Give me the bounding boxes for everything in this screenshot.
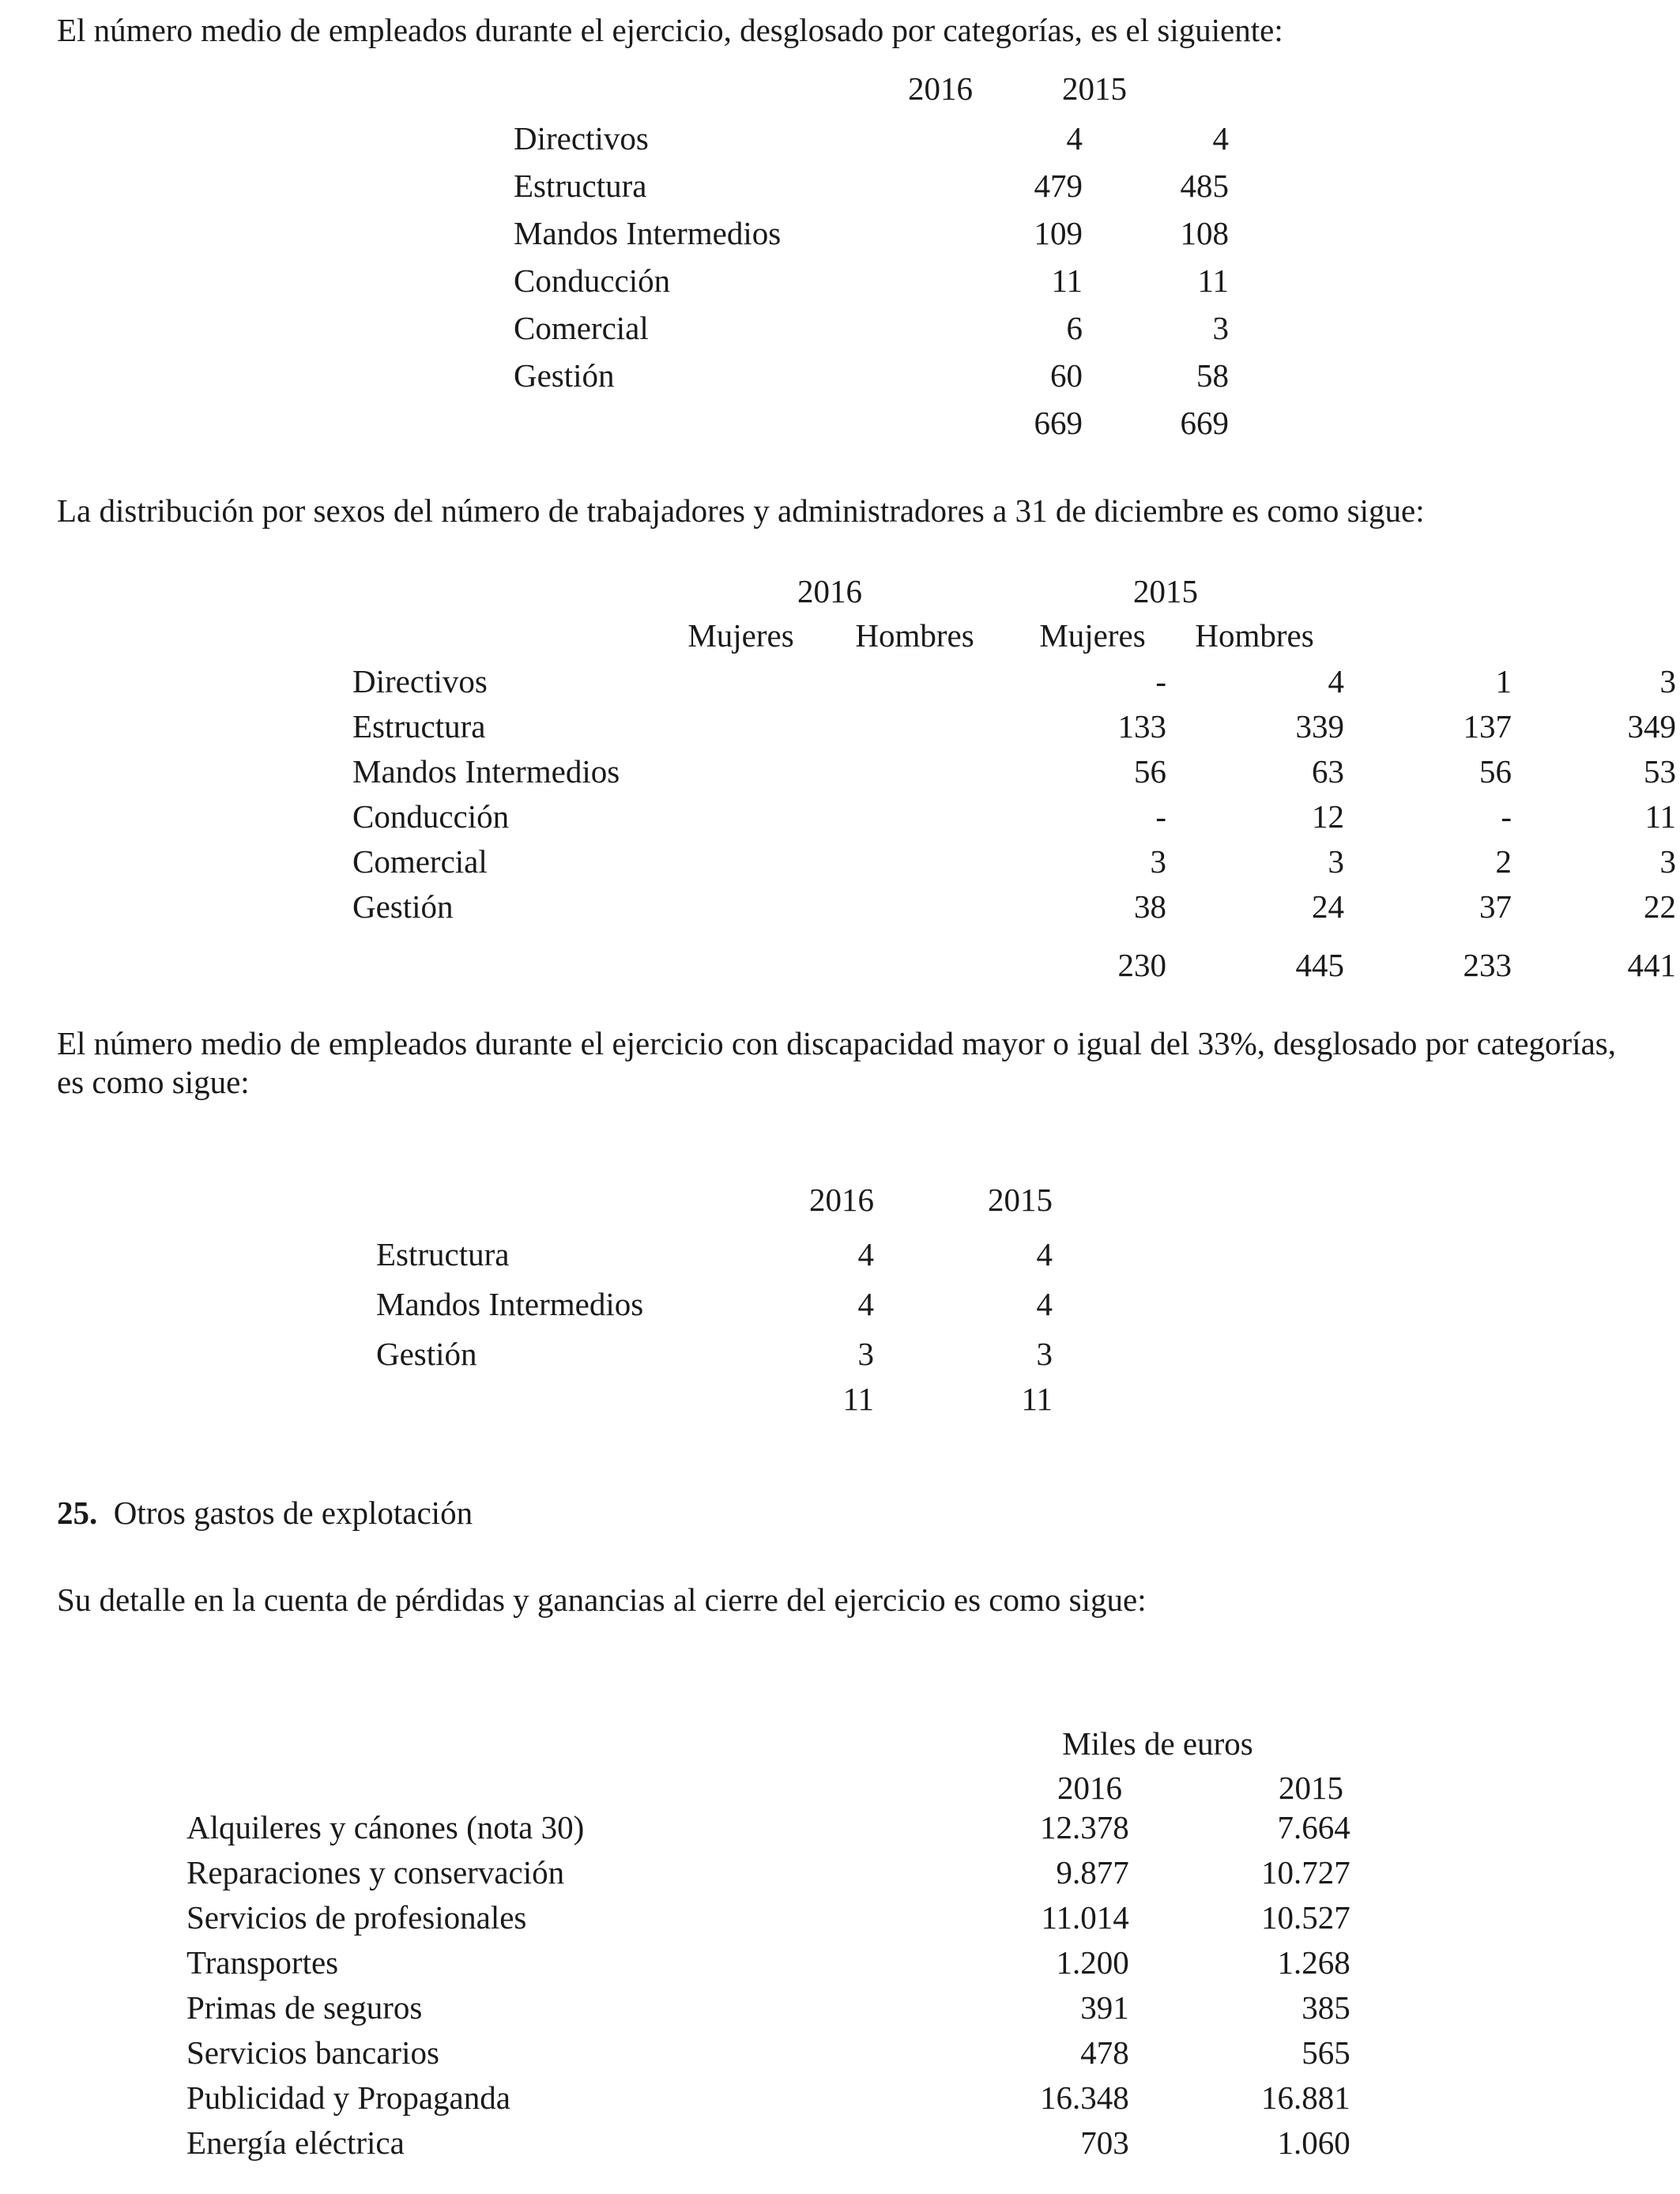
mujeres-2015: 2 xyxy=(1495,843,1512,880)
row-label xyxy=(376,1379,834,1420)
t3-body xyxy=(376,1230,1053,1420)
row-label: Primas de seguros xyxy=(186,1989,423,2026)
table-row xyxy=(186,1850,1350,1895)
t2-header-hombres-2015: Hombres xyxy=(1195,617,1314,654)
t2-header-hombres-2016: Hombres xyxy=(855,617,974,654)
row-label: Mandos Intermedios xyxy=(352,752,620,790)
value-2016: 12.378 xyxy=(1040,1808,1129,1845)
row-label: Directivos xyxy=(514,120,649,157)
mujeres-2015: 1 xyxy=(1495,662,1512,699)
value-2016: 3 xyxy=(857,1335,874,1372)
t1-year-2015: 2015 xyxy=(1062,70,1127,107)
total-mujeres-2016: 230 xyxy=(1117,946,1166,983)
value-2015: 10.727 xyxy=(1261,1853,1350,1891)
value-2015: 16.881 xyxy=(1261,2079,1350,2116)
total-row xyxy=(352,929,1676,985)
value-2015: 10.527 xyxy=(1261,1898,1350,1936)
table-row xyxy=(514,115,1229,163)
total-mujeres-2015: 233 xyxy=(1463,946,1512,983)
value-2016: 4 xyxy=(1066,120,1083,157)
row-label: Mandos Intermedios xyxy=(376,1285,644,1322)
table-row xyxy=(514,352,1229,400)
mujeres-2016: 56 xyxy=(1134,752,1166,790)
value-2015: 565 xyxy=(1301,2034,1350,2071)
t2-year-2015: 2015 xyxy=(1133,573,1198,609)
t4-body xyxy=(186,1805,1350,2166)
table-row xyxy=(352,749,1676,794)
hombres-2015: 53 xyxy=(1644,752,1676,790)
row-label: Conducción xyxy=(352,797,510,835)
table-row xyxy=(514,305,1229,352)
table-row xyxy=(376,1329,1053,1379)
mujeres-2015: - xyxy=(1501,797,1512,835)
row-label: Gestión xyxy=(352,888,454,925)
table-row xyxy=(352,794,1676,839)
row-label: Transportes xyxy=(186,1943,339,1981)
table-row xyxy=(352,884,1676,929)
intro-paragraph-4: Su detalle en la cuenta de pérdidas y ganancias al cierre del ejercicio es como sigue: xyxy=(57,1581,1147,1618)
table-row xyxy=(186,1940,1350,1985)
intro-paragraph-3: El número medio de empleados durante el ejercicio con discapacidad mayor o igual del 33%, desglosado por categorías, es como sigue: xyxy=(57,1025,1617,1101)
t3-year-2016: 2016 xyxy=(809,1182,874,1218)
value-2015: 1.268 xyxy=(1277,1943,1350,1981)
row-label: Reparaciones y conservación xyxy=(186,1853,565,1891)
table-row xyxy=(376,1230,1053,1280)
t3-year-2015: 2015 xyxy=(988,1182,1053,1218)
row-label: Comercial xyxy=(514,310,649,347)
hombres-2016: 12 xyxy=(1312,797,1344,835)
table-row xyxy=(376,1280,1053,1329)
value-2015: 485 xyxy=(1180,168,1229,205)
mujeres-2016: 3 xyxy=(1150,843,1166,880)
row-label: Alquileres y cánones (nota 30) xyxy=(186,1808,585,1845)
total-row xyxy=(376,1379,1053,1420)
row-label: Gestión xyxy=(376,1335,477,1372)
value-2015: 385 xyxy=(1301,1989,1350,2026)
value-2016: 60 xyxy=(1050,357,1083,394)
t2-year-2016: 2016 xyxy=(797,573,862,609)
total-hombres-2015: 441 xyxy=(1627,946,1676,983)
table-row xyxy=(352,839,1676,884)
t2-body xyxy=(352,659,1676,985)
row-label: Estructura xyxy=(514,168,647,205)
value-2015: 11 xyxy=(1197,262,1229,300)
value-2016: 1.200 xyxy=(1056,1943,1129,1981)
mujeres-2015: 56 xyxy=(1479,752,1512,790)
total-2016: 669 xyxy=(1034,405,1083,442)
mujeres-2015: 37 xyxy=(1479,888,1512,925)
row-label: Gestión xyxy=(514,357,615,394)
table-row xyxy=(352,659,1676,704)
row-label: Directivos xyxy=(352,662,488,699)
table-row xyxy=(186,2120,1350,2166)
value-2015: 1.060 xyxy=(1277,2124,1350,2161)
row-label: Energía eléctrica xyxy=(186,2124,405,2161)
mujeres-2016: 133 xyxy=(1117,707,1166,745)
intro-paragraph-1: El número medio de empleados durante el ejercicio, desglosado por categorías, es el siguiente: xyxy=(57,12,1283,48)
value-2016: 4 xyxy=(857,1285,874,1322)
table-row xyxy=(186,1895,1350,1940)
total-2015: 669 xyxy=(1180,405,1229,442)
hombres-2015: 3 xyxy=(1659,662,1676,699)
hombres-2015: 11 xyxy=(1644,797,1676,835)
total-hombres-2016: 445 xyxy=(1295,946,1344,983)
value-2015: 108 xyxy=(1180,215,1229,252)
row-label: Conducción xyxy=(514,262,671,300)
mujeres-2016: - xyxy=(1155,662,1166,699)
row-label xyxy=(352,929,811,985)
hombres-2016: 339 xyxy=(1295,707,1344,745)
table-row xyxy=(514,163,1229,210)
value-2016: 11 xyxy=(1051,262,1083,300)
row-label: Mandos Intermedios xyxy=(514,215,782,252)
value-2015: 4 xyxy=(1036,1285,1053,1322)
t2-header-mujeres-2015: Mujeres xyxy=(1039,617,1146,654)
mujeres-2016: 38 xyxy=(1134,888,1166,925)
value-2015: 4 xyxy=(1212,120,1229,157)
t4-year-2015: 2015 xyxy=(1279,1770,1343,1806)
value-2015: 7.664 xyxy=(1277,1808,1350,1845)
table-row xyxy=(186,2030,1350,2075)
row-label: Estructura xyxy=(376,1235,510,1272)
value-2015: 3 xyxy=(1212,310,1229,347)
hombres-2015: 3 xyxy=(1659,843,1676,880)
row-label: Comercial xyxy=(352,843,488,880)
section-heading xyxy=(57,1494,473,1532)
section-number: 25. xyxy=(57,1495,98,1531)
total-2015: 11 xyxy=(1021,1381,1053,1418)
value-2015: 4 xyxy=(1036,1235,1053,1272)
value-2016: 478 xyxy=(1080,2034,1129,2071)
hombres-2016: 4 xyxy=(1328,662,1344,699)
value-2016: 479 xyxy=(1034,168,1083,205)
value-2016: 16.348 xyxy=(1040,2079,1129,2116)
value-2015: 58 xyxy=(1196,357,1229,394)
mujeres-2015: 137 xyxy=(1463,707,1512,745)
value-2016: 703 xyxy=(1080,2124,1129,2161)
row-label xyxy=(514,400,1004,447)
value-2015: 3 xyxy=(1036,1335,1053,1372)
table-row xyxy=(186,1805,1350,1850)
t1-body xyxy=(514,115,1229,447)
row-label: Servicios de profesionales xyxy=(186,1898,527,1936)
value-2016: 391 xyxy=(1080,1989,1129,2026)
mujeres-2016: - xyxy=(1155,797,1166,835)
value-2016: 9.877 xyxy=(1056,1853,1129,1891)
hombres-2015: 22 xyxy=(1644,888,1676,925)
table-row xyxy=(186,1985,1350,2030)
hombres-2016: 24 xyxy=(1312,888,1344,925)
value-2016: 11.014 xyxy=(1041,1898,1129,1936)
row-label: Estructura xyxy=(352,707,486,745)
hombres-2016: 3 xyxy=(1328,843,1344,880)
t4-year-2016: 2016 xyxy=(1057,1770,1122,1806)
table-row xyxy=(352,704,1676,749)
value-2016: 6 xyxy=(1066,310,1083,347)
t1-year-2016: 2016 xyxy=(908,70,973,107)
t4-unit: Miles de euros xyxy=(1062,1725,1253,1762)
row-label: Publicidad y Propaganda xyxy=(186,2079,510,2116)
table-row xyxy=(514,210,1229,258)
row-label: Servicios bancarios xyxy=(186,2034,439,2071)
value-2016: 4 xyxy=(857,1235,874,1272)
intro-paragraph-2: La distribución por sexos del número de trabajadores y administradores a 31 de diciembre es como sigue: xyxy=(57,492,1425,529)
total-2016: 11 xyxy=(842,1381,874,1418)
t2-header-mujeres-2016: Mujeres xyxy=(687,617,794,654)
value-2016: 109 xyxy=(1034,215,1083,252)
table-row xyxy=(514,258,1229,305)
table-row xyxy=(186,2075,1350,2120)
hombres-2016: 63 xyxy=(1312,752,1344,790)
section-title: Otros gastos de explotación xyxy=(113,1495,473,1531)
hombres-2015: 349 xyxy=(1627,707,1676,745)
total-row xyxy=(514,400,1229,447)
